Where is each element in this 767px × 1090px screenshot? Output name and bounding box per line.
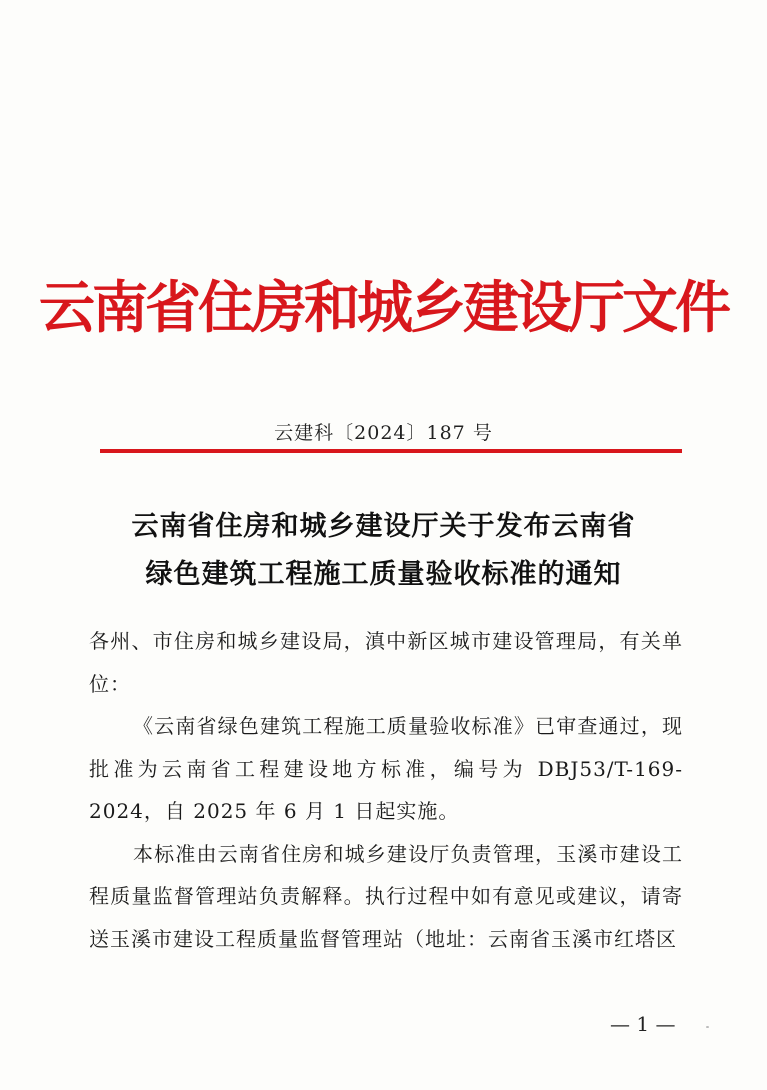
red-separator-rule — [100, 449, 682, 453]
page-number: — 1 — — [610, 1012, 676, 1036]
issuer-header-title: 云南省住房和城乡建设厅文件 — [39, 275, 728, 341]
notice-body — [89, 620, 683, 960]
approval-paragraph: 《云南省绿色建筑工程施工质量验收标准》已审查通过，现批准为云南省工程建设地方标准，编号为 DBJ53/T-169-2024，自 2025 年 6 月 1 日起实施。 — [89, 714, 683, 823]
notice-title-line-2: 绿色建筑工程施工质量验收标准的通知 — [145, 559, 622, 590]
notice-title — [0, 503, 767, 599]
notice-title-line-1: 云南省住房和城乡建设厅关于发布云南省 — [131, 511, 636, 542]
scan-speck — [706, 1026, 709, 1028]
addressee-paragraph: 各州、市住房和城乡建设局，滇中新区城市建设管理局，有关单位： — [89, 629, 683, 696]
document-number: 云建科〔2024〕187 号 — [274, 422, 493, 444]
management-paragraph: 本标准由云南省住房和城乡建设厅负责管理，玉溪市建设工程质量监督管理站负责解释。执行过程中如有意见或建议，请寄送玉溪市建设工程质量监督管理站（地址：云南省玉溪市红塔区 — [89, 841, 683, 951]
